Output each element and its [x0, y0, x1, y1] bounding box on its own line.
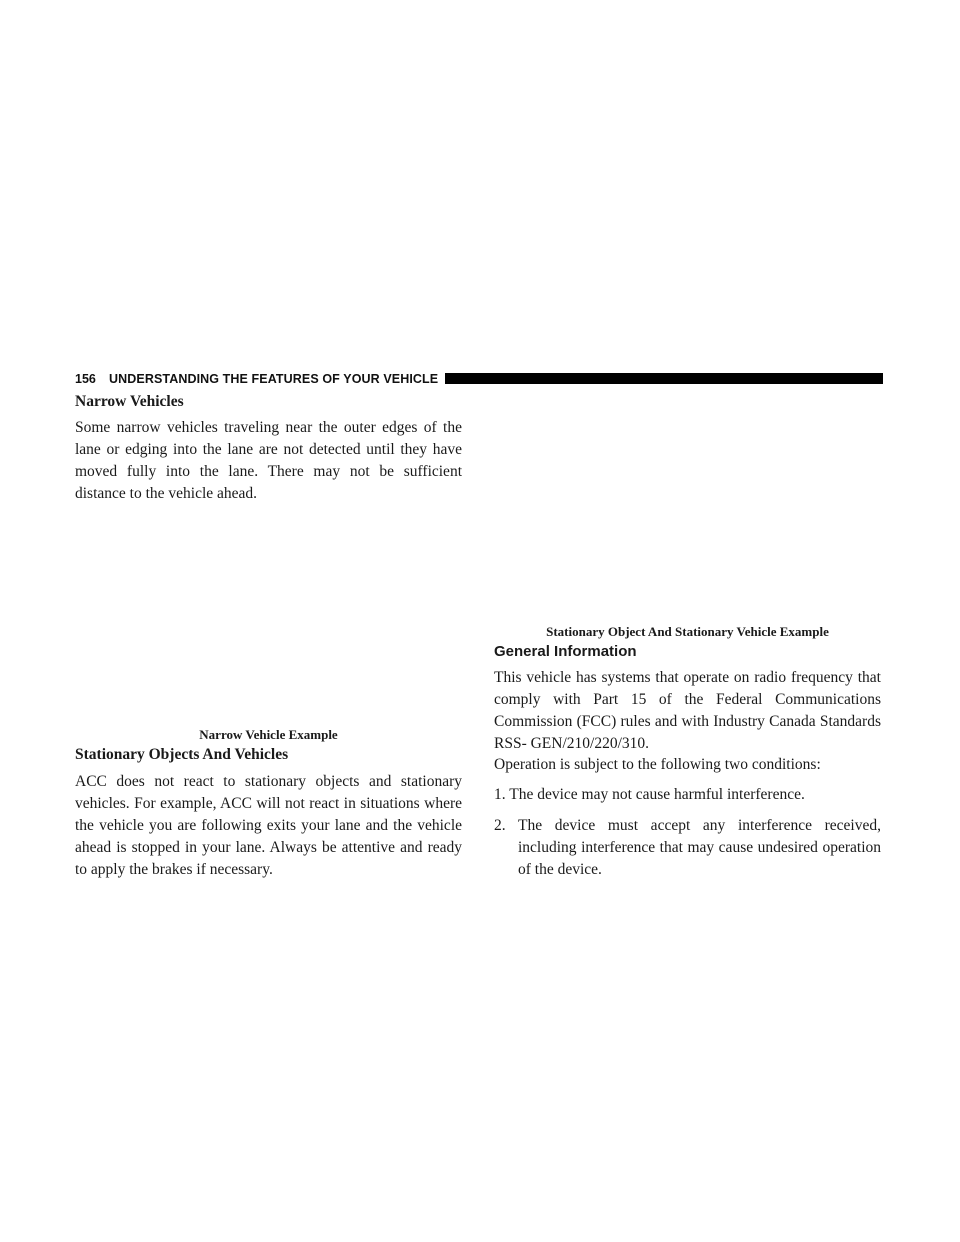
condition-item-2: 2. The device must accept any interference received, including interference that may cause undesired operation of the device. [494, 817, 881, 878]
page-number: 156 [75, 372, 96, 386]
narrow-vehicles-body: Some narrow vehicles traveling near the outer edges of the lane or edging into the lane are not detected until they have moved fully into the lane. There may not be sufficient distance to the vehicle ahead. [75, 419, 462, 502]
conditions-intro: Operation is subject to the following two conditions: [494, 756, 821, 773]
stationary-vehicle-figure [494, 395, 881, 620]
general-information-heading: General Information [494, 643, 637, 660]
page-header [75, 369, 883, 389]
condition-item-1: 1. The device may not cause harmful interference. [494, 786, 805, 803]
general-information-body: This vehicle has systems that operate on radio frequency that comply with Part 15 of the Federal Communications Commission (FCC) rules and with Industry Canada Standards RSS- GEN/210/220/310. [494, 669, 881, 752]
stationary-objects-body: ACC does not react to stationary objects and stationary vehicles. For example, ACC will not react in situations where the vehicle you are following exits your lane and the vehicle ahead is stopped in your lane. Always be attentive and ready to apply the brakes if necessary. [75, 773, 462, 878]
section-title: UNDERSTANDING THE FEATURES OF YOUR VEHICLE [109, 372, 439, 386]
stationary-objects-heading: Stationary Objects And Vehicles [75, 746, 289, 763]
header-rule [445, 373, 883, 384]
narrow-vehicles-heading: Narrow Vehicles [75, 393, 184, 410]
narrow-vehicle-figure [75, 505, 462, 725]
narrow-vehicle-caption: Narrow Vehicle Example [199, 727, 338, 742]
stationary-vehicle-caption: Stationary Object And Stationary Vehicle Example [546, 624, 829, 639]
